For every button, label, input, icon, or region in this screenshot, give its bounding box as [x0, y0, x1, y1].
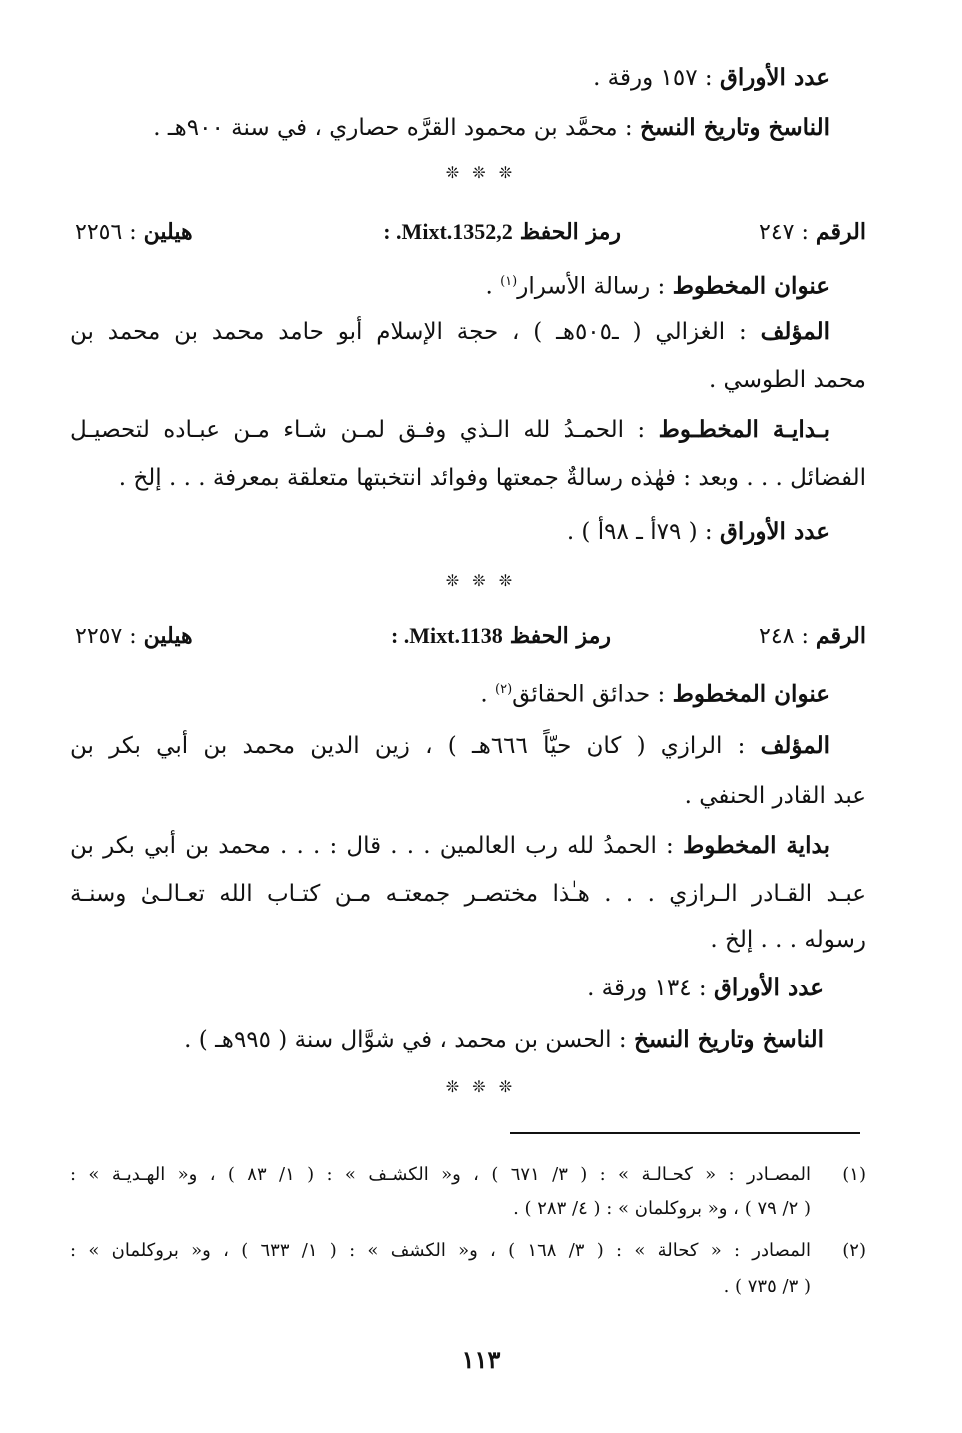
incipit-text-1: : الحمـدُ لله الـذي وفـق لمـن شـاء مـن عبـاده لتحصيـل [70, 417, 646, 443]
leaves-label: عدد الأوراق [719, 64, 830, 91]
helin-number [75, 616, 193, 657]
number-label: الرقم [815, 219, 866, 245]
footnote-1-line-1 [70, 1160, 866, 1190]
copyist-label: الناسخ وتاريخ النسخ [633, 1026, 824, 1053]
leaves-label: عدد الأوراق [713, 974, 824, 1001]
number-value: : ٢٤٧ [759, 220, 809, 245]
helin-value: : ٢٢٥٧ [75, 624, 137, 649]
number-label: الرقم [815, 623, 866, 649]
copyist-value: : الحسن بن محمد ، في شوَّال سنة ( ٩٩٥هـ ) . [184, 1027, 627, 1053]
title-line [480, 670, 830, 715]
page-number: ١١٣ [461, 1345, 501, 1374]
leaves-label: عدد الأوراق [719, 518, 830, 545]
author-line-2 [709, 360, 866, 400]
title-label: عنوان المخطوط [672, 680, 830, 708]
author-text-2: عبد القادر الحنفي . [684, 783, 866, 809]
title-value: : حدائق الحقائق [512, 681, 666, 708]
incipit-text-3: رسوله . . . إلخ . [710, 927, 866, 953]
title-end: . [480, 681, 496, 708]
helin-value: : ٢٢٥٦ [75, 220, 137, 245]
shelf-mark [391, 616, 611, 657]
incipit-text-1: : الحمدُ لله رب العالمين . . . قال : . . . محمد بن أبي بكر بن [70, 833, 674, 859]
footnote-2-line-1 [70, 1236, 866, 1266]
footnote-divider [510, 1132, 860, 1134]
leaves-line-248 [587, 968, 824, 1008]
footnote-2-line-2 [70, 1272, 866, 1302]
shelf-value: : .Mixt.1352,2 [383, 219, 513, 244]
author-text-1: : الرازي ( كان حيّاً ٦٦٦هـ ) ، زين الدين محمد بن أبي بكر بن [70, 733, 746, 759]
leaves-value: : ١٣٤ ورقة . [587, 975, 707, 1001]
incipit-label: بداية المخطوط [682, 832, 830, 859]
footnote-text: المصـادر : « كحـالـة » : ( ٣/ ٦٧١ ) ، و« الكشـف » : ( ١/ ٨٣ ) ، و« الهـديـة » : [70, 1164, 811, 1185]
leaves-value: : ( ٧٩أ ـ ٩٨أ ) . [566, 519, 713, 545]
title-value: : رسالة الأسرار [517, 273, 666, 300]
footnote-1-line-2 [70, 1194, 866, 1224]
incipit-line-2 [119, 458, 866, 498]
author-label: المؤلف [760, 318, 830, 345]
shelf-label: رمز الحفظ [519, 219, 621, 245]
entry-number [759, 616, 866, 657]
copyist-line-top [153, 108, 830, 148]
shelf-label: رمز الحفظ [509, 623, 611, 649]
title-end: . [485, 273, 501, 300]
footnote-text: المصادر : « كحالة » : ( ٣/ ١٦٨ ) ، و« الكشف » : ( ١/ ٦٣٣ ) ، و« بروكلمان » : [70, 1240, 812, 1261]
shelf-value: : .Mixt.1138 [390, 623, 503, 648]
copyist-value: : محمَّد بن محمود القرَّه حصاري ، في سنة ٩٠٠هـ . [153, 115, 633, 141]
incipit-line-2 [70, 874, 866, 914]
incipit-line-1 [70, 410, 830, 450]
section-separator: ❊ ❊ ❊ [445, 1077, 517, 1096]
entry-number [759, 212, 866, 253]
helin-label: هيلين [143, 219, 193, 245]
author-line-1 [70, 726, 830, 766]
entry-248-meta-row [75, 616, 866, 656]
author-text-1: : الغزالي ( ـ٥٠٥هـ ) ، حجة الإسلام أبو حامد محمد بن محمد بن [70, 319, 747, 345]
leaves-value: : ١٥٧ ورقة . [593, 65, 713, 91]
shelf-mark [383, 212, 621, 253]
entry-247-meta-row [75, 212, 866, 252]
helin-number [75, 212, 193, 253]
footnote-text: ( ٢/ ٧٩ ) ، و« بروكلمان » : ( ٤/ ٢٨٣ ) . [513, 1198, 811, 1219]
author-line-2 [685, 776, 866, 816]
section-separator: ❊ ❊ ❊ [445, 571, 517, 590]
footnote-ref-2: (٢) [495, 682, 513, 697]
title-line [485, 262, 830, 307]
incipit-text-2: عبـد القـادر الـرازي . . . هـٰذا مختصـر جمعتـه مـن كتـاب الله تعـالـىٰ وسنـة [70, 881, 866, 907]
section-separator: ❊ ❊ ❊ [445, 163, 517, 182]
author-line-1 [70, 312, 830, 352]
incipit-line-1 [70, 826, 830, 866]
footnote-number: (٢) [842, 1240, 866, 1261]
leaves-line-247 [567, 512, 830, 552]
title-label: عنوان المخطوط [672, 272, 830, 300]
footnote-ref-1: (١) [500, 274, 518, 289]
incipit-text-2: الفضائل . . . وبعد : فهٰذه رسالةٌ جمعتها وفوائد انتخبتها متعلقة بمعرفة . . . إلخ . [118, 465, 866, 491]
helin-label: هيلين [143, 623, 193, 649]
author-text-2: محمد الطوسي . [708, 367, 866, 393]
number-value: : ٢٤٨ [759, 624, 809, 649]
footnote-number: (١) [842, 1164, 866, 1185]
copyist-label: الناسخ وتاريخ النسخ [639, 114, 830, 141]
footnote-text: ( ٣/ ٧٣٥ ) . [723, 1276, 811, 1297]
incipit-label: بـدايـة المخطـوط [658, 416, 831, 443]
incipit-line-3 [710, 920, 866, 960]
copyist-line-248 [184, 1020, 824, 1060]
author-label: المؤلف [760, 732, 830, 759]
leaves-line-top [593, 58, 830, 98]
